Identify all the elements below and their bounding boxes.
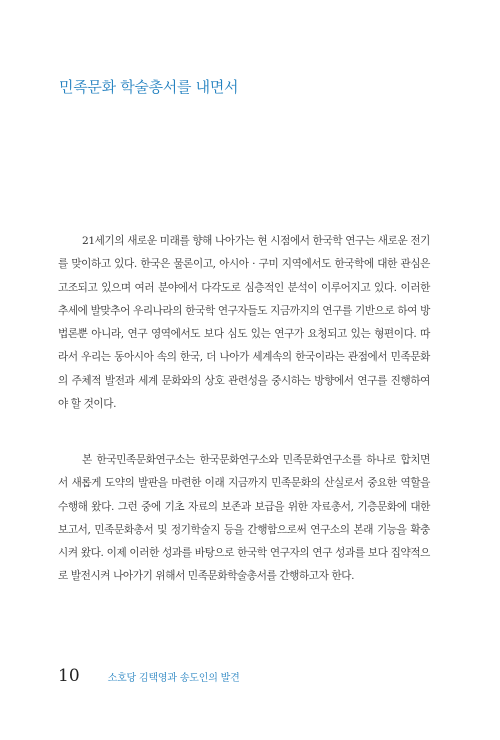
body-paragraph-1: 21세기의 새로운 미래를 향해 나아가는 현 시점에서 한국학 연구는 새로운 전기를 맞이하고 있다. 한국은 물론이고, 아시아 · 구미 지역에서도 한국학에 대한 관심은 고조되고 있으며 여러 분야에서 다각도로 심층적인 분석이 이루어지고 있다. 이러한 추세에 발맞추어 우리나라의 한국학 연구자들도 지금까지의 연구를 기반으로 하여 방법론뿐 아니라, 연구 영역에서도 보다 심도 있는 연구가 요청되고 있는 형편이다. 따라서 우리는 동아시아 속의 한국, 더 나아가 세계속의 한국이라는 관점에서 민족문화의 주체적 발전과 세계 문화와의 상호 관련성을 중시하는 방향에서 연구를 진행하여야 할 것이다. — [58, 235, 430, 411]
running-title: 소호당 김택영과 송도인의 발견 — [107, 673, 240, 684]
page-number: 10 — [58, 666, 80, 686]
page-footer — [58, 666, 240, 686]
body-paragraph-2: 본 한국민족문화연구소는 한국문화연구소와 민족문화연구소를 하나로 합치면서 새롭게 도약의 발판을 마련한 이래 지금까지 민족문화의 산실로서 중요한 역할을 수행해 왔다. 그런 중에 기초 자료의 보존과 보급을 위한 자료총서, 기층문화에 대한 보고서, 민족문화총서 및 정기학술지 등을 간행함으로써 연구소의 본래 기능을 확충시켜 왔다. 이제 이러한 성과를 바탕으로 한국학 연구자의 연구 성과를 보다 집약적으로 발전시켜 나아가기 위해서 민족문화학술총서를 간행하고자 한다. — [58, 454, 430, 583]
section-heading: 민족문화 학술총서를 내면서 — [59, 78, 239, 96]
